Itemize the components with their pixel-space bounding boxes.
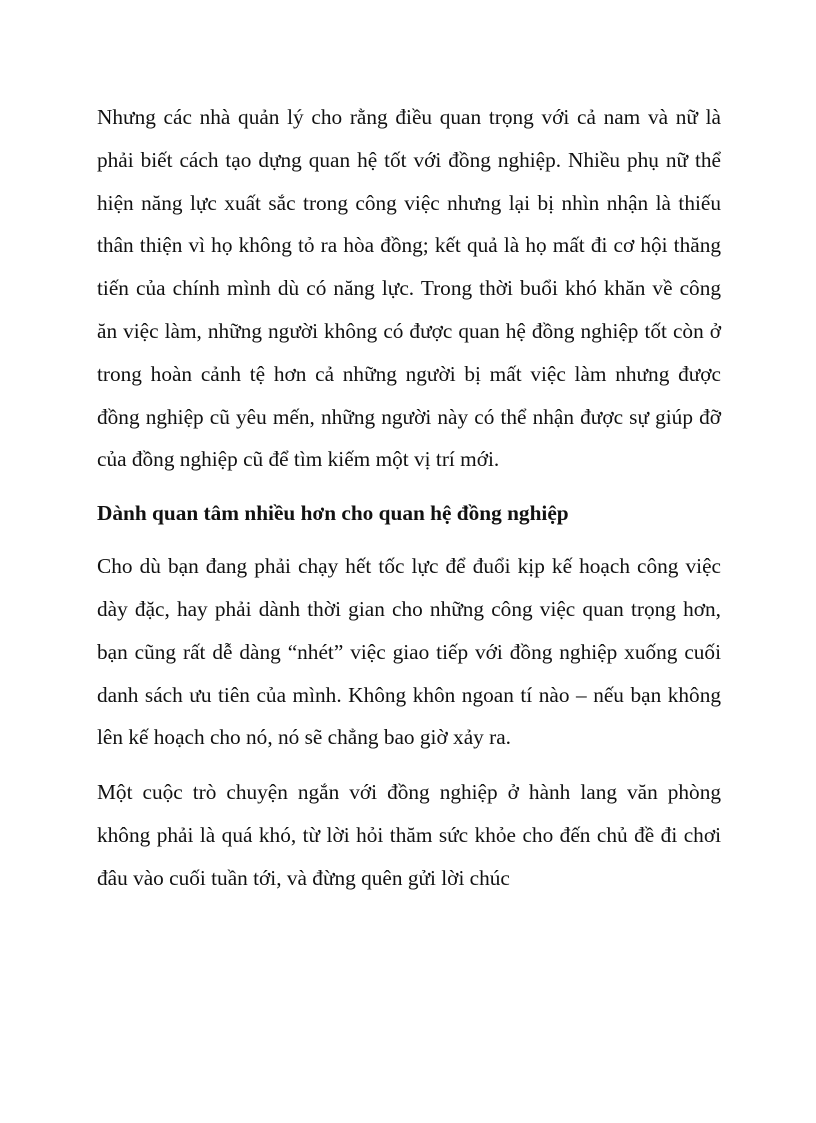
paragraph-prioritize-communication: Cho dù bạn đang phải chạy hết tốc lực để đuổi kịp kế hoạch công việc dày đặc, hay phải dành thời gian cho những công việc quan trọng hơn, bạn cũng rất dễ dàng “nhét” việc giao tiếp với đồng nghiệp xuống cuối danh sách ưu tiên của mình. Không khôn ngoan tí nào – nếu bạn không lên kế hoạch cho nó, nó sẽ chẳng bao giờ xảy ra. (97, 554, 721, 750)
paragraph-colleague-relations: Nhưng các nhà quản lý cho rằng điều quan trọng với cả nam và nữ là phải biết cách tạo dựng quan hệ tốt với đồng nghiệp. Nhiều phụ nữ thể hiện năng lực xuất sắc trong công việc nhưng lại bị nhìn nhận là thiếu thân thiện vì họ không tỏ ra hòa đồng; kết quả là họ mất đi cơ hội thăng tiến của chính mình dù có năng lực. Trong thời buổi khó khăn về công ăn việc làm, những người không có được quan hệ đồng nghiệp tốt còn ở trong hoàn cảnh tệ hơn cả những người bị mất việc làm nhưng được đồng nghiệp cũ yêu mến, những người này có thể nhận được sự giúp đỡ của đồng nghiệp cũ để tìm kiếm một vị trí mới. (97, 105, 721, 472)
section-heading: Dành quan tâm nhiều hơn cho quan hệ đồng nghiệp (97, 501, 569, 526)
document-body (97, 96, 721, 900)
paragraph-short-conversation: Một cuộc trò chuyện ngắn với đồng nghiệp ở hành lang văn phòng không phải là quá khó, từ lời hỏi thăm sức khỏe cho đến chủ đề đi chơi đâu vào cuối tuần tới, và đừng quên gửi lời chúc (97, 780, 721, 890)
